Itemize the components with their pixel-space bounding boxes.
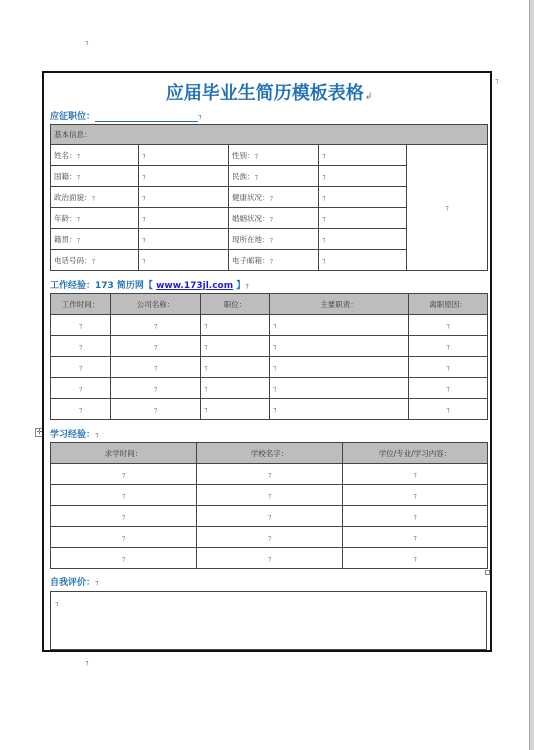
table-cell[interactable]: ⁊ (409, 315, 488, 336)
return-mark: ↲ (364, 92, 373, 102)
paragraph-mark: ⁊ (85, 39, 89, 47)
table-row (51, 464, 488, 485)
health-label: 健康状况：⁊ (229, 187, 319, 208)
table-cell[interactable]: ⁊ (51, 315, 111, 336)
table-row (51, 294, 488, 315)
table-row (51, 357, 488, 378)
table-cell[interactable]: ⁊ (111, 357, 201, 378)
table-cell[interactable]: ⁊ (201, 399, 270, 420)
table-row (51, 336, 488, 357)
table-row (51, 125, 488, 145)
table-row (51, 527, 488, 548)
table-row (51, 378, 488, 399)
table-cell[interactable]: ⁊ (409, 336, 488, 357)
political-status-label: 政治面貌：⁊ (51, 187, 139, 208)
basic-info-table (50, 124, 488, 271)
study-col-degree: 学位/专业/学习内容： (343, 443, 488, 464)
table-cell[interactable]: ⁊ (51, 378, 111, 399)
self-evaluation-box[interactable]: ⁊ (50, 591, 487, 650)
ethnicity-label: 民族：⁊ (229, 166, 319, 187)
table-row (51, 315, 488, 336)
work-experience-label: 工作经验：173 简历网【 www.173jl.com 】⁊ (50, 281, 249, 291)
email-label: 电子邮箱：⁊ (229, 250, 319, 271)
table-cell[interactable]: ⁊ (51, 548, 197, 569)
name-value[interactable]: ⁊ (139, 145, 229, 166)
marital-value[interactable]: ⁊ (319, 208, 407, 229)
political-status-value[interactable]: ⁊ (139, 187, 229, 208)
study-experience-label: 学习经验：⁊ (50, 430, 99, 440)
table-cell[interactable]: ⁊ (201, 357, 270, 378)
email-value[interactable]: ⁊ (319, 250, 407, 271)
position-label: 应征职位： ⁊ (50, 112, 202, 122)
table-cell[interactable]: ⁊ (111, 399, 201, 420)
table-row (51, 506, 488, 527)
table-cell[interactable]: ⁊ (51, 506, 197, 527)
table-row (51, 145, 488, 166)
table-cell[interactable]: ⁊ (409, 399, 488, 420)
table-cell[interactable]: ⁊ (270, 357, 409, 378)
nationality-value[interactable]: ⁊ (139, 166, 229, 187)
hometown-value[interactable]: ⁊ (139, 229, 229, 250)
table-cell[interactable]: ⁊ (343, 464, 488, 485)
table-cell[interactable]: ⁊ (343, 527, 488, 548)
table-cell[interactable]: ⁊ (197, 485, 343, 506)
table-cell[interactable]: ⁊ (111, 315, 201, 336)
phone-value[interactable]: ⁊ (139, 250, 229, 271)
table-cell[interactable]: ⁊ (51, 399, 111, 420)
table-cell[interactable]: ⁊ (201, 336, 270, 357)
work-experience-table (50, 293, 488, 420)
table-cell[interactable]: ⁊ (343, 548, 488, 569)
table-row (51, 443, 488, 464)
resume-page-frame (42, 71, 492, 652)
location-label: 现所在地：⁊ (229, 229, 319, 250)
table-resize-handle[interactable] (485, 570, 490, 575)
table-cell[interactable]: ⁊ (201, 378, 270, 399)
health-value[interactable]: ⁊ (319, 187, 407, 208)
ethnicity-value[interactable]: ⁊ (319, 166, 407, 187)
table-cell[interactable]: ⁊ (51, 464, 197, 485)
page-title: 应届毕业生简历模板表格↲ (165, 83, 373, 104)
table-cell[interactable]: ⁊ (197, 527, 343, 548)
table-cell[interactable]: ⁊ (111, 378, 201, 399)
photo-cell[interactable]: ⁊ (407, 145, 488, 271)
nationality-label: 国籍：⁊ (51, 166, 139, 187)
work-col-duties: 主要职责： (270, 294, 409, 315)
work-col-time: 工作时间： (51, 294, 111, 315)
phone-label: 电话号码：⁊ (51, 250, 139, 271)
table-cell[interactable]: ⁊ (343, 485, 488, 506)
work-col-reason: 离职原因： (409, 294, 488, 315)
study-col-school: 学校名字： (197, 443, 343, 464)
table-cell[interactable]: ⁊ (343, 506, 488, 527)
paragraph-mark: ⁊ (495, 77, 499, 85)
location-value[interactable]: ⁊ (319, 229, 407, 250)
hometown-label: 籍贯：⁊ (51, 229, 139, 250)
study-experience-table (50, 442, 488, 569)
gender-label: 性别：⁊ (229, 145, 319, 166)
self-evaluation-label: 自我评价：⁊ (50, 578, 99, 588)
table-row (51, 485, 488, 506)
marital-label: 婚姻状况：⁊ (229, 208, 319, 229)
table-cell[interactable]: ⁊ (201, 315, 270, 336)
table-cell[interactable]: ⁊ (270, 336, 409, 357)
table-cell[interactable]: ⁊ (409, 357, 488, 378)
basic-info-header: 基本信息： (51, 125, 488, 145)
table-cell[interactable]: ⁊ (51, 357, 111, 378)
table-row (51, 548, 488, 569)
gender-value[interactable]: ⁊ (319, 145, 407, 166)
table-cell[interactable]: ⁊ (51, 485, 197, 506)
age-value[interactable]: ⁊ (139, 208, 229, 229)
name-label: 姓名：⁊ (51, 145, 139, 166)
table-cell[interactable]: ⁊ (197, 548, 343, 569)
study-col-time: 求学时间： (51, 443, 197, 464)
table-cell[interactable]: ⁊ (197, 506, 343, 527)
table-cell[interactable]: ⁊ (270, 315, 409, 336)
table-move-handle-icon[interactable]: ✛ (36, 428, 43, 436)
table-row (51, 399, 488, 420)
table-cell[interactable]: ⁊ (197, 464, 343, 485)
age-label: 年龄：⁊ (51, 208, 139, 229)
table-cell[interactable]: ⁊ (409, 378, 488, 399)
table-cell[interactable]: ⁊ (270, 378, 409, 399)
scrollbar-track[interactable] (529, 0, 534, 750)
paragraph-mark: ⁊ (85, 659, 89, 667)
table-cell[interactable]: ⁊ (270, 399, 409, 420)
table-cell[interactable]: ⁊ (51, 336, 111, 357)
table-cell[interactable]: ⁊ (51, 527, 197, 548)
position-input-line[interactable] (95, 112, 198, 122)
work-col-position: 职位： (201, 294, 270, 315)
table-cell[interactable]: ⁊ (111, 336, 201, 357)
work-col-company: 公司名称： (111, 294, 201, 315)
site-link[interactable]: www.173jl.com (156, 281, 234, 291)
